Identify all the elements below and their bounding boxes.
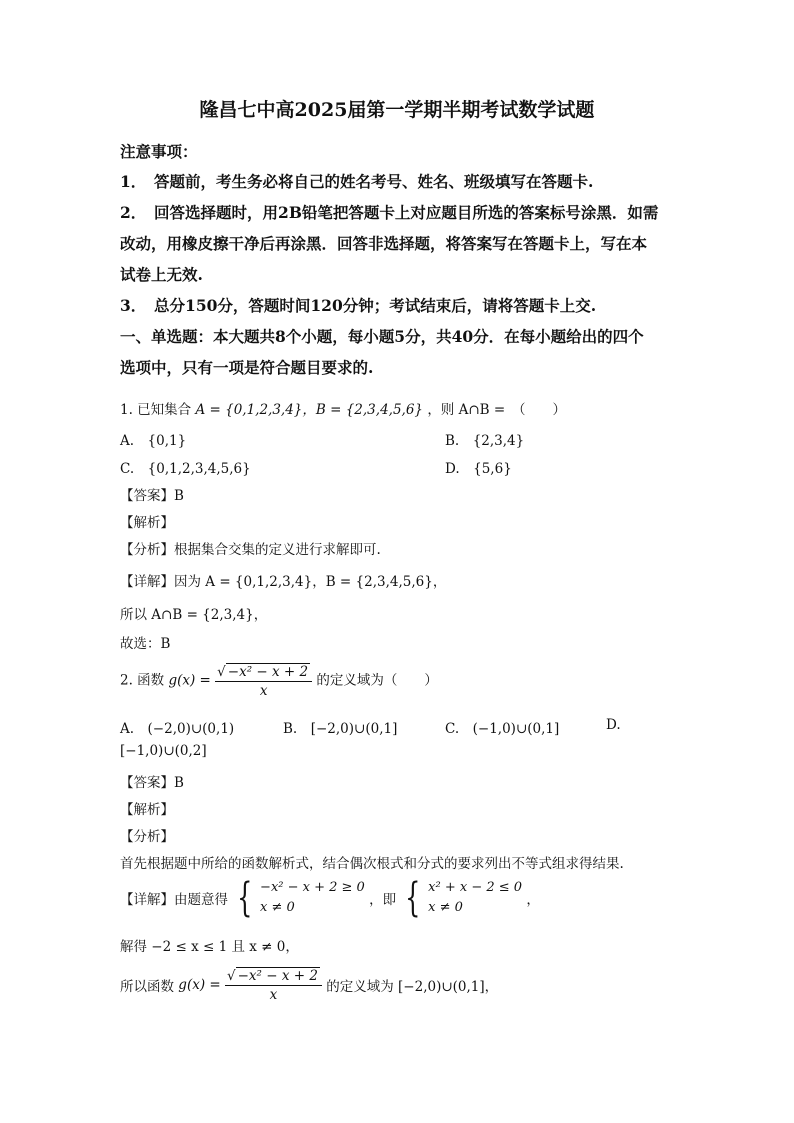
- q2-denominator: x: [259, 683, 268, 699]
- q2-ji: ，即: [369, 892, 397, 908]
- q2-conclusion-prefix: 所以函数: [120, 979, 174, 995]
- note-1: 1． 答题前，考生务必将自己的姓名考号、姓名、班级填写在答题卡.: [120, 172, 594, 191]
- q2-system-1-line-1: −x² − x + 2 ≥ 0: [260, 880, 365, 895]
- q1-stem-prefix: 1. 已知集合: [120, 402, 192, 418]
- q1-xiangjie-tag: 【详解】: [120, 574, 174, 590]
- q2-solve: 解得 −2 ≤ x ≤ 1 且 x ≠ 0，: [120, 939, 299, 955]
- q2-conclusion: [120, 967, 498, 1003]
- q1-answer-value: B: [174, 488, 184, 504]
- q1-option-d: D. {5,6}: [445, 461, 512, 477]
- q2-conclusion-numerator: √ −x² − x + 2: [225, 967, 322, 986]
- q1-stem: [120, 398, 566, 418]
- q2-analysis-tag: 【解析】: [120, 802, 174, 818]
- q2-system-1: [260, 878, 365, 918]
- q2-stem-suffix: 的定义域为（ ）: [316, 672, 438, 689]
- q2-fenxi-text: 首先根据题中所给的函数解析式，结合偶次根式和分式的要求列出不等式组求得结果.: [120, 856, 624, 872]
- notes-heading: 注意事项：: [120, 142, 198, 161]
- q1-xiangjie: [120, 570, 446, 590]
- q2-answer-value: B: [174, 775, 184, 791]
- q1-conclusion: 所以 A∩B = {2,3,4}，: [120, 607, 268, 623]
- q1-option-c: C. {0,1,2,3,4,5,6}: [120, 461, 251, 477]
- q2-radicand: −x² − x + 2: [227, 664, 309, 680]
- q2-xiangjie: [120, 875, 540, 921]
- note-2-line-1: 2． 回答选择题时，用2B铅笔把答题卡上对应题目所选的答案标号涂黑．如需: [120, 203, 659, 222]
- q2-xiangjie-tag: 【详解】: [120, 892, 174, 908]
- q2-option-d: [−1,0)∪(0,2]: [120, 743, 207, 759]
- q2-system-1-brace: {: [237, 875, 253, 921]
- q2-xiangjie-prefix: 由题意得: [174, 892, 228, 908]
- section-heading-line-1: 一、单选题：本大题共8个小题，每小题5分，共40分．在每小题给出的四个: [120, 327, 644, 346]
- q1-fenxi: [120, 538, 381, 558]
- q2-conclusion-radicand: −x² − x + 2: [237, 968, 318, 984]
- q2-system-2-line-2: x ≠ 0: [428, 900, 463, 915]
- q2-conclusion-denominator: x: [269, 987, 278, 1003]
- q1-choose: 故选：B: [120, 636, 171, 652]
- q2-numerator: √ −x² − x + 2: [215, 663, 312, 682]
- q2-option-a: A. (−2,0)∪(0,1): [120, 721, 235, 737]
- q2-stem-prefix: 2. 函数: [120, 672, 165, 689]
- q2-system-2-line-1: x² + x − 2 ≤ 0: [428, 880, 523, 895]
- q2-system-1-line-2: x ≠ 0: [260, 900, 295, 915]
- note-3: 3． 总分150分，答题时间120分钟；考试结束后，请将答题卡上交.: [120, 296, 597, 315]
- q2-fenxi-tag: 【分析】: [120, 829, 174, 845]
- note-2-line-3: 试卷上无效.: [120, 265, 203, 284]
- q2-option-c: C. (−1,0)∪(0,1]: [445, 721, 560, 737]
- q2-conclusion-function: g(x) =: [178, 977, 221, 993]
- q1-option-b: B. {2,3,4}: [445, 433, 525, 449]
- q2-system-2: [428, 878, 522, 918]
- q2-function-name: g(x) =: [168, 672, 211, 689]
- q2-option-d-label: D.: [606, 717, 621, 733]
- q2-answer: [120, 771, 184, 791]
- q2-system-2-brace: {: [405, 875, 421, 921]
- q2-option-b: B. [−2,0)∪(0,1]: [283, 721, 398, 737]
- q2-conclusion-suffix: 的定义域为 [−2,0)∪(0,1]，: [326, 979, 499, 995]
- q1-stem-math: A = {0,1,2,3,4}，B = {2,3,4,5,6}: [195, 402, 424, 418]
- q2-answer-tag: 【答案】: [120, 775, 174, 791]
- q1-option-a: A. {0,1}: [120, 433, 187, 449]
- q1-stem-suffix: ，则 A∩B = （ ）: [427, 402, 566, 418]
- q1-fenxi-text: 根据集合交集的定义进行求解即可.: [174, 542, 381, 558]
- q2-conclusion-fraction: [225, 967, 322, 1003]
- q2-system-comma: ，: [526, 892, 540, 908]
- q2-stem: [120, 663, 438, 699]
- note-2-line-2: 改动，用橡皮擦干净后再涂黑．回答非选择题，将答案写在答题卡上，写在本: [120, 234, 648, 253]
- q1-xiangjie-text: 因为 A = {0,1,2,3,4}，B = {2,3,4,5,6}，: [174, 574, 447, 590]
- q1-fenxi-tag: 【分析】: [120, 542, 174, 558]
- q1-analysis-tag: 【解析】: [120, 515, 174, 531]
- q2-fraction: [215, 663, 312, 699]
- page-title: 隆昌七中高2025届第一学期半期考试数学试题: [199, 99, 595, 121]
- q1-answer: [120, 484, 184, 504]
- q1-answer-tag: 【答案】: [120, 488, 174, 504]
- section-heading-line-2: 选项中，只有一项是符合题目要求的.: [120, 358, 374, 377]
